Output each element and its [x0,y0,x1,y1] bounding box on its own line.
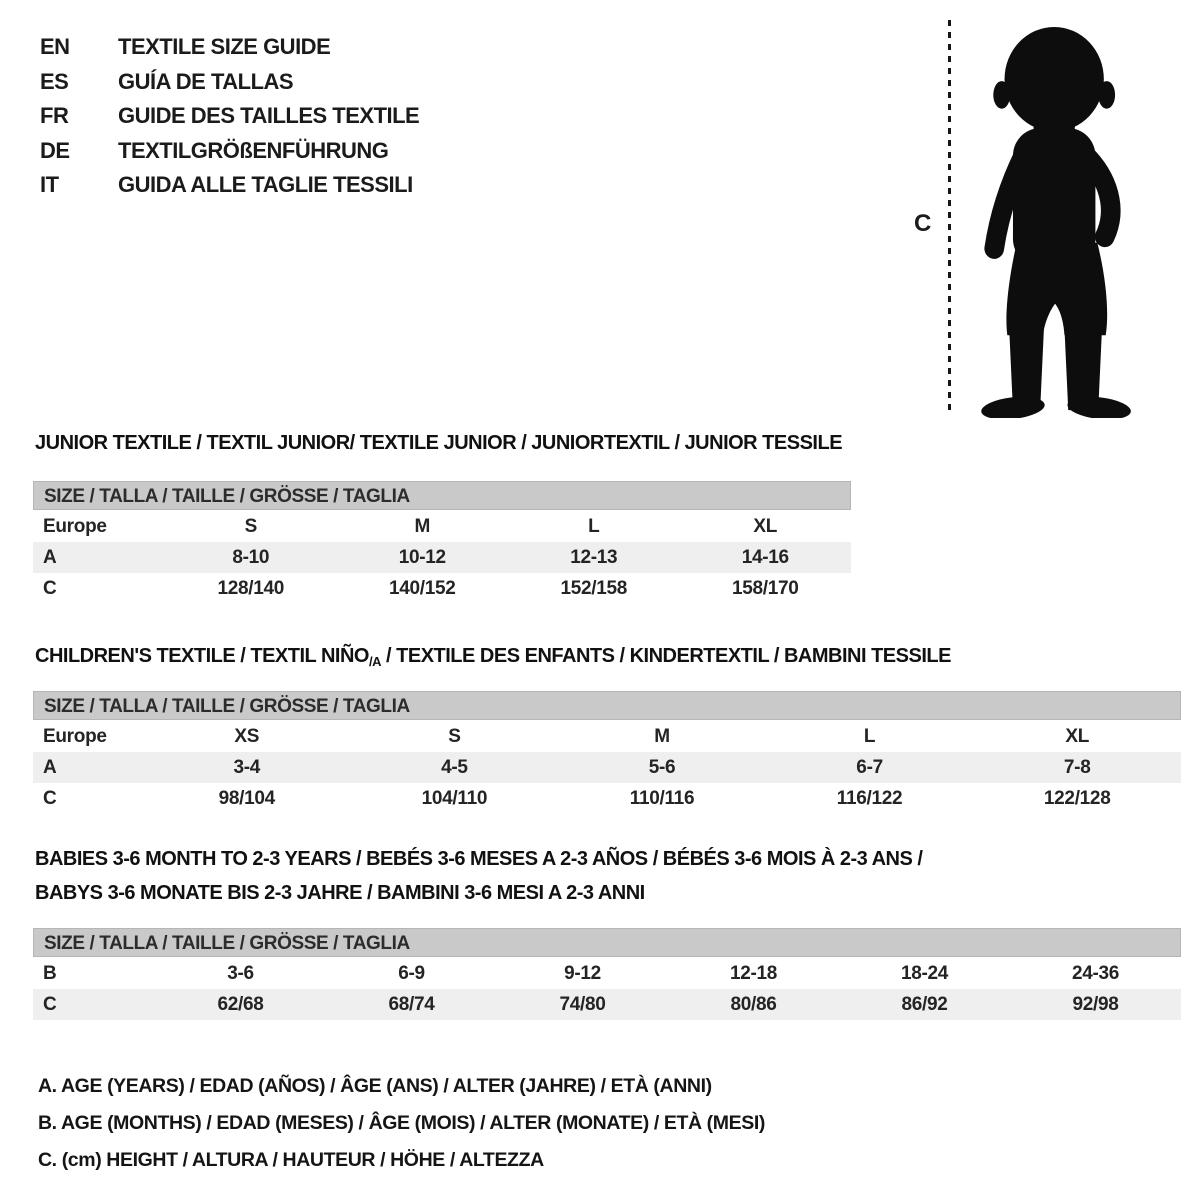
table-cell: 140/152 [388,577,456,599]
language-code: DE [40,137,70,163]
row-label: B [43,962,57,984]
table-cell: 152/158 [560,577,628,599]
row-label: Europe [43,725,107,747]
language-code: IT [40,172,59,198]
table-row-europe [33,721,1181,752]
language-label: TEXTILGRÖßENFÜHRUNG [118,137,389,163]
legend-line-c: C. (cm) HEIGHT / ALTURA / HAUTEUR / HÖHE / ALTEZZA [38,1149,544,1171]
table-cell: S [244,515,257,537]
table-cell: 92/98 [1072,993,1119,1015]
table-cell: 12-18 [729,962,778,984]
table-cell: 86/92 [901,993,948,1015]
table-cell: 122/128 [1043,787,1111,809]
table-cell: 110/116 [629,787,695,809]
table-row-age [33,752,1181,783]
table-cell: 3-6 [227,962,254,984]
table-cell: 74/80 [559,993,606,1015]
table-cell: 6-7 [856,756,883,778]
table-cell: 104/110 [421,787,488,809]
table-cell: 7-8 [1063,756,1091,778]
children-title-sub: /A [368,654,381,669]
table-cell: 24-36 [1071,962,1120,984]
language-row-fr [40,99,419,134]
table-row-age [33,542,851,573]
row-label: C [43,993,57,1015]
table-row-months [33,958,1181,989]
table-cell: M [654,725,670,747]
language-label: GUIDE DES TAILLES TEXTILE [118,103,420,129]
table-cell: 116/122 [836,787,903,809]
legend [38,1068,765,1179]
table-cell: 8-10 [232,546,270,568]
children-size-table [33,721,1181,814]
language-code: EN [40,34,70,60]
legend-line-a: A. AGE (YEARS) / EDAD (AÑOS) / ÂGE (ANS) / ALTER (JAHRE) / ETÀ (ANNI) [38,1075,712,1097]
table-row-height [33,573,851,604]
table-cell: 5-6 [648,756,676,778]
table-cell: 98/104 [218,787,275,809]
babies-section-title-line2: BABYS 3-6 MONATE BIS 2-3 JAHRE / BAMBINI 3-6 MESI A 2-3 ANNI [35,882,645,904]
table-cell: S [448,725,461,747]
table-cell: 14-16 [741,546,789,568]
row-label: A [43,546,57,568]
table-cell: M [414,515,431,537]
table-cell: 62/68 [217,993,264,1015]
children-section-title [35,645,951,669]
language-label: TEXTILE SIZE GUIDE [118,34,331,60]
table-cell: XS [234,725,260,747]
table-cell: 68/74 [388,993,435,1015]
toddler-silhouette-icon [968,24,1146,418]
language-row-es [40,65,419,100]
row-label: Europe [43,515,107,537]
table-row-height [33,783,1181,814]
children-size-header: SIZE / TALLA / TAILLE / GRÖSSE / TAGLIA [33,691,1181,720]
language-list [40,30,419,203]
table-cell: 6-9 [398,962,425,984]
language-label: GUÍA DE TALLAS [118,68,294,94]
junior-section-title: JUNIOR TEXTILE / TEXTIL JUNIOR/ TEXTILE JUNIOR / JUNIORTEXTIL / JUNIOR TESSILE [35,432,843,454]
children-title-rest: / TEXTILE DES ENFANTS / KINDERTEXTIL / BAMBINI TESSILE [380,645,951,667]
language-row-de [40,134,419,169]
table-cell: 12-13 [570,546,618,568]
language-code: ES [40,68,69,94]
children-title-text: CHILDREN'S TEXTILE / TEXTIL NIÑO [35,645,369,667]
table-cell: L [863,725,876,747]
table-row-height [33,989,1181,1020]
babies-size-header: SIZE / TALLA / TAILLE / GRÖSSE / TAGLIA [33,928,1181,957]
height-measure-dashed-line [948,20,951,414]
table-cell: 9-12 [564,962,601,984]
language-label: GUIDA ALLE TAGLIE TESSILI [118,172,413,198]
babies-size-table [33,958,1181,1020]
language-code: FR [40,103,69,129]
table-cell: 128/140 [217,577,285,599]
table-cell: 80/86 [730,993,777,1015]
language-row-en [40,30,419,65]
table-cell: 3-4 [233,756,261,778]
table-cell: L [588,515,600,537]
legend-line-b: B. AGE (MONTHS) / EDAD (MESES) / ÂGE (MOIS) / ALTER (MONATE) / ETÀ (MESI) [38,1112,765,1134]
row-label: C [43,787,57,809]
junior-size-table [33,511,851,604]
junior-size-header: SIZE / TALLA / TAILLE / GRÖSSE / TAGLIA [33,481,851,510]
height-measure-label: C [914,210,932,237]
table-cell: 10-12 [398,546,446,568]
babies-section-title-line1: BABIES 3-6 MONTH TO 2-3 YEARS / BEBÉS 3-6 MESES A 2-3 AÑOS / BÉBÉS 3-6 MOIS À 2-3 ANS / [35,848,923,870]
language-row-it [40,168,419,203]
row-label: A [43,756,57,778]
table-cell: 4-5 [441,756,468,778]
table-cell: XL [753,515,778,537]
table-cell: XL [1065,725,1090,747]
row-label: C [43,577,57,599]
table-cell: 18-24 [900,962,949,984]
table-cell: 158/170 [731,577,799,599]
table-row-europe [33,511,851,542]
